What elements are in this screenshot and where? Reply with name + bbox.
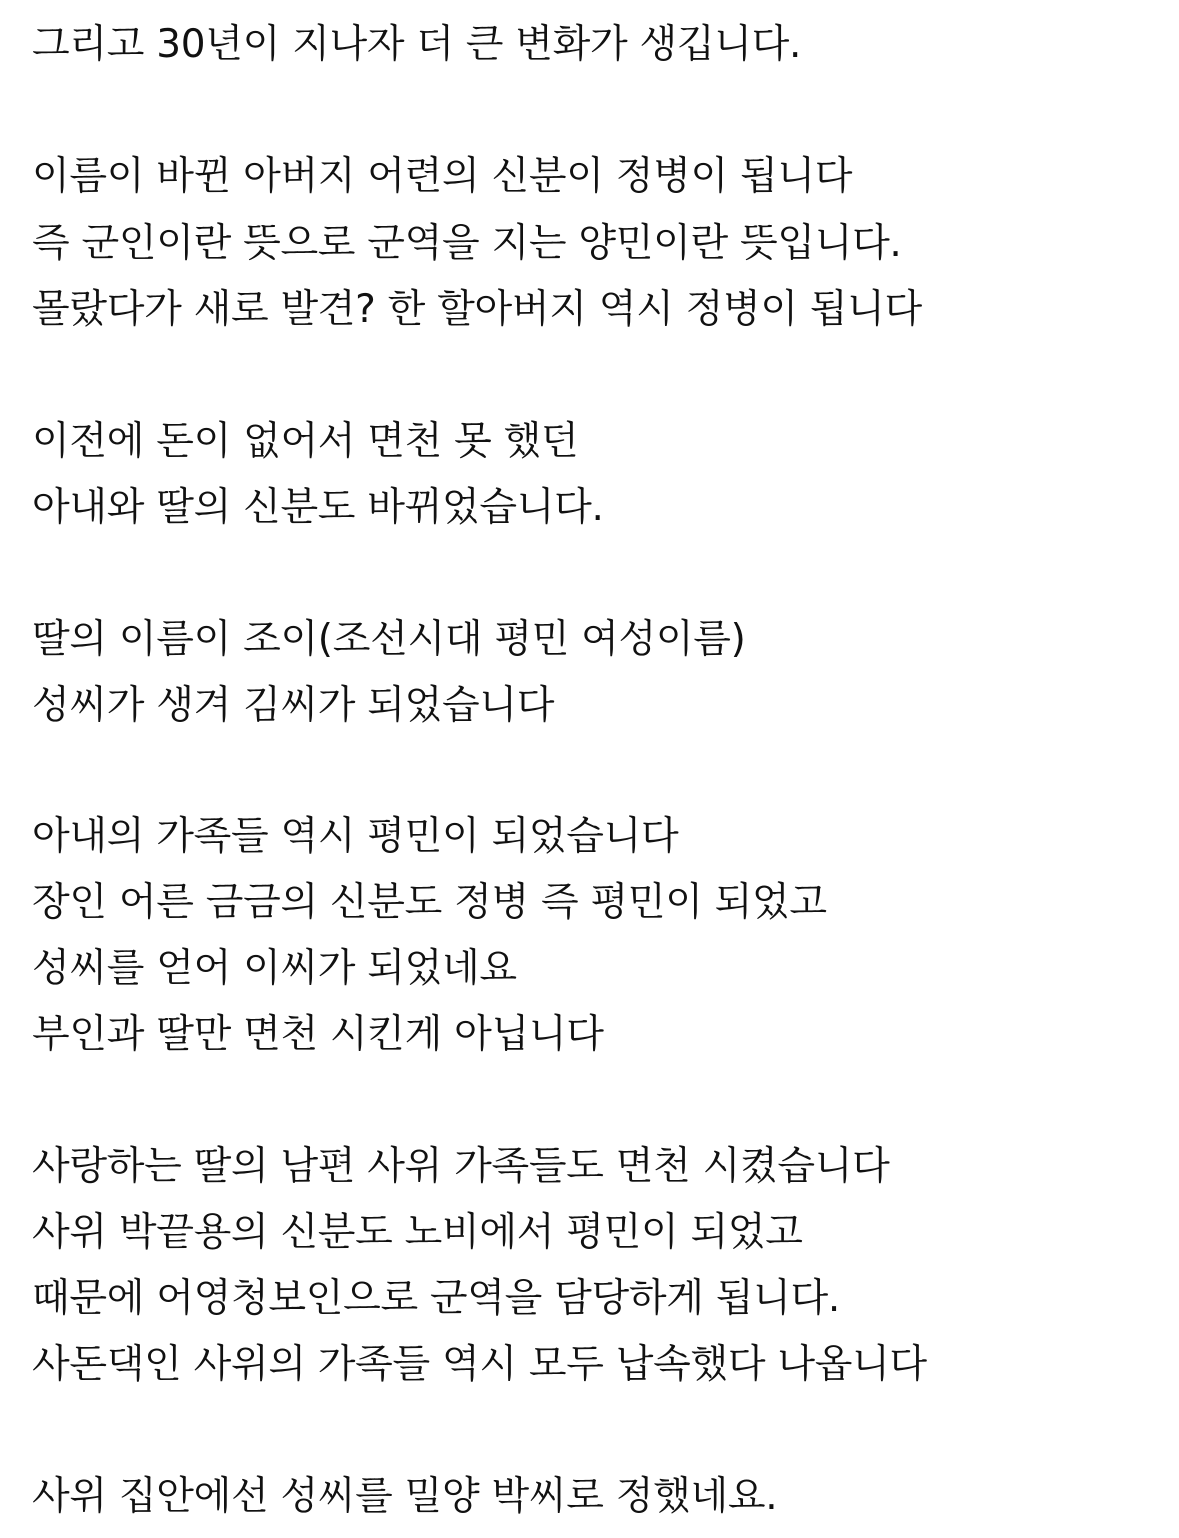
text-line: 사위 박끝용의 신분도 노비에서 평민이 되었고	[32, 1210, 803, 1255]
text-line: 이름이 바뀐 아버지 어련의 신분이 정병이 됩니다	[32, 154, 853, 199]
text-line: 사돈댁인 사위의 가족들 역시 모두 납속했다 나옵니다	[32, 1342, 927, 1387]
text-line: 딸의 이름이 조이(조선시대 평민 여성이름)	[32, 617, 746, 662]
text-line: 아내와 딸의 신분도 바뀌었습니다.	[32, 485, 604, 530]
text-line: 성씨가 생겨 김씨가 되었습니다	[32, 683, 555, 728]
text-line: 그리고 30년이 지나자 더 큰 변화가 생깁니다.	[32, 22, 802, 67]
text-line: 부인과 딸만 면천 시킨게 아닙니다	[32, 1012, 604, 1057]
text-line: 때문에 어영청보인으로 군역을 담당하게 됩니다.	[32, 1276, 840, 1321]
text-line: 성씨를 얻어 이씨가 되었네요	[32, 946, 517, 991]
text-line: 장인 어른 금금의 신분도 정병 즉 평민이 되었고	[32, 880, 827, 925]
text-line: 아내의 가족들 역시 평민이 되었습니다	[32, 814, 679, 859]
text-line: 몰랐다가 새로 발견? 한 할아버지 역시 정병이 됩니다	[32, 287, 922, 332]
text-line: 즉 군인이란 뜻으로 군역을 지는 양민이란 뜻입니다.	[32, 221, 902, 266]
text-line: 이전에 돈이 없어서 면천 못 했던	[32, 419, 579, 464]
text-line: 사위 집안에선 성씨를 밀양 박씨로 정했네요.	[32, 1474, 778, 1519]
text-line: 사랑하는 딸의 남편 사위 가족들도 면천 시켰습니다	[32, 1144, 890, 1189]
